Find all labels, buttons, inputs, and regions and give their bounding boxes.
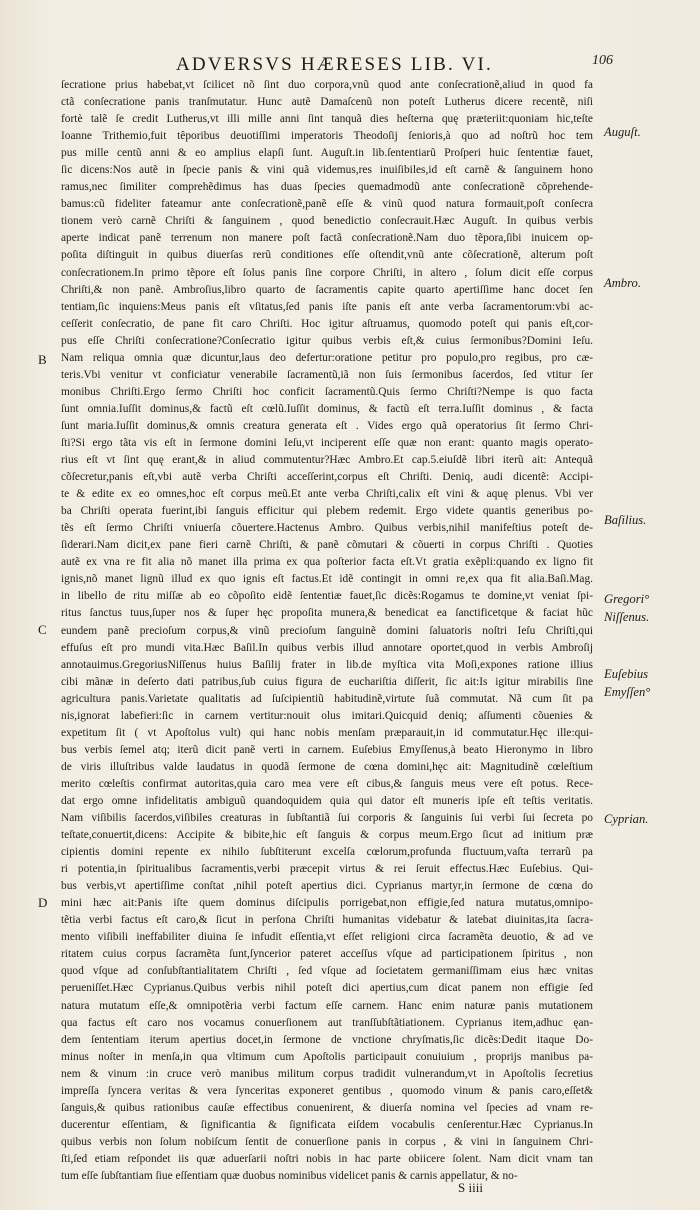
text-line: perueniſſet.Hæc Cyprianus.Quibus verbis nihil poteſt dici apertius,cum dicat panem non effigie ſed <box>61 982 593 995</box>
text-line: te & edite ex eo omnes,hoc eſt corpus meũ.Et ante verba Chriſti,calix eſt vini & aquę plenus. Vbi ver <box>61 488 593 501</box>
text-line: pus mille centũ anni & eo amplius elapſi ſunt. Auguſt.in lib.ſententiarũ Proſperi huic ſententiæ fauet, <box>61 147 593 160</box>
text-line: bamus:cũ fideliter fateamur ante conſecrationẽ,panẽ eſſe & vinũ quod natura formauit,poſt conſecra <box>61 198 593 211</box>
text-line: Nam reliqua omnia quæ dicuntur,laus deo defertur:oratione petitur pro populo,pro regibus, pro cæ- <box>61 351 593 364</box>
text-line: poſita diſtinguit in quibus diuerſas rerũ conditiones eſſe oſtendit,vnũ ante cõſecrationẽ, alterum poſt <box>61 249 593 262</box>
margin-note-august: Auguſt. <box>604 125 641 139</box>
text-line: effuſus eſt pro mundi vita.Hæc Baſil.In quibus verbis illud annotare oportet,quod in verbis Ambroſij <box>61 641 593 654</box>
text-line: rius eſt vt ſint quę erant,& in aliud commutentur?Hæc Ambro.Et cap.5.eiuſdẽ libri iterũ ait: Antequã <box>61 454 593 467</box>
text-line: de viris illuſtribus valde laudatus in quodã ſermone de cœna domini,hęc ait: Magnitudinẽ cœleſtium <box>61 760 593 773</box>
text-line: Chriſti,& non panẽ. Ambroſius,libro quarto de ſacramentis capite quarto apertiſſime hanc docet ſen <box>61 283 593 296</box>
text-line: monibus Chriſti.Ergo ſermo Chriſti hoc conficit ſacramentũ.Quis ſermo Chriſti?Nempe is quo facta <box>61 385 593 398</box>
text-line: pus eſſe Chriſti conſecratione?Conſecratio igitur quibus verbis eſt,& cuius ſermonibus?Domini Ieſu. <box>61 334 593 347</box>
margin-note-ambro: Ambro. <box>604 276 641 290</box>
margin-note-gregori: Gregori° <box>604 592 650 606</box>
text-line: tum eſſe ſubſtantiam ſiue eſſentiam quæ duobus nominibus videlicet panis & carnis appellatur, & no- <box>61 1170 518 1182</box>
text-line: quibus verbis non ſolum nobiſcum ſentit de conuerſione panis in corpus , & vini in ſanguinem Chri- <box>61 1135 593 1148</box>
text-line: ſanguis,& quibus rationibus cauſæ effectibus conuenirent, & diuerſa nomina vel ſpecies ad vnam re- <box>61 1101 593 1114</box>
text-line: ſunt omnia.Iuſſit dominus,& factũ eſt cœlũ.Iuſſit dominus, & factũ eſt terra.Iuſſit dominus , & facta <box>61 402 593 415</box>
text-line: teris.Vbi venitur vt conficiatur venerabile ſacramentũ,iã non ſuis ſermonibus ſacerdos, ſed vtitur ſer <box>61 368 593 381</box>
text-line: minus noſter in menſa,in qua vltimum cum Apoſtolis participauit conuiuium , proprijs manibus pa- <box>61 1050 593 1063</box>
text-line: cõſecretur,panis eſt,vbi autẽ verba Chriſti acceſſerint,corpus eſt Chriſti. Deniq, audi dicentẽ: Accipi- <box>61 471 593 484</box>
text-line: ſti,ſed etiam reſpondet iis quæ aduerſarii noſtri nobis in hac parte obiicere ſolent. Nam dicit vnam tan <box>61 1152 593 1165</box>
margin-note-cyprian: Cyprian. <box>604 812 649 826</box>
text-line: teſtate,conuertit,dicens: Accipite & bibite,hic eſt ſanguis & corpus meum.Ergo ſicut ad initium præ <box>61 829 593 842</box>
margin-note-emyssen: Emyſſen° <box>604 685 651 699</box>
text-line: expetitum ſit ( vt Apoſtolus vult) qui hanc nobis menſam præparauit,in id commutatur.Hęc ille:qui- <box>61 726 593 739</box>
text-line: ritus ſanctus tuus,ſuper nos & ſuper hęc propoſita munera,& benedicat ea ſanctificetque & faciat hũc <box>61 607 593 620</box>
margin-note-eusebius: Euſebius <box>604 667 649 681</box>
text-line: dat ergo omne infidelitatis ambiguũ quandoquidem quia qui dator eſt muneris ipſe eſt teſtis veritatis. <box>61 794 593 807</box>
text-line: tẽs eſt ſermo Chriſti vniuerſa cõuertere.Hactenus Ambro. Quibus verbis,nihil manifeſtius poteſt de- <box>61 522 593 535</box>
text-line: tẽtia verbi factus eſt caro,& ſicut in perſona Chriſti humanitas videbatur & latebat diuinitas,ita ſacra- <box>61 914 593 927</box>
text-line: tionem verò carnẽ Chriſti & ſanguinem , quod benedictio conſecrauit.Hæc Auguſt. In quibus verbis <box>61 215 593 228</box>
text-line: qua factus eſt caro nos vocamus conuerſionem aut tranſſubſtãtiationem. Cyprianus item,adhuc ęan- <box>61 1016 593 1029</box>
text-line: dem ſententiam iterum apertius docet,in ſermone de vnctione chryſmatis,ſic dicẽs:Dedit itaque Do- <box>61 1033 593 1046</box>
text-line: ſic dicens:Nos autẽ in ſpecie panis & vini quã videmus,res inuiſibiles,id eſt carnẽ & ſanguinem hono <box>61 164 593 177</box>
section-letter-d: D <box>38 895 48 910</box>
text-line: ramus,nec ſimiliter comprehẽdimus has duas ſpecies quemadmodũ ante conſecrationẽ cõprehende- <box>61 181 593 194</box>
text-line: nem & vinum :in cruce verò manibus militum corpus tradidit vulnerandum,vt in Apoſtolis ſecretius <box>61 1067 593 1080</box>
text-line: conſecrationem.In primo tẽpore eſt ſolus panis ſine corpore Chriſti, in altero , ſolum dicit eſſe corpus <box>61 266 593 279</box>
text-line: cipientis domini repente ex nihilo ſubſtiterunt excelſa cœlorum,profunda fluctuum,vaſta terrarũ pa <box>61 846 593 859</box>
folio-number: 106 <box>592 53 613 68</box>
text-line: impreſſa ſyncera veritas & vera ſynceritas exponeret gentibus , quomodo vinum & panis caro,eſſet& <box>61 1084 593 1097</box>
text-line: natura mutatum eſſe,& omnipotẽria verbi factum eſſe carnem. Hanc enim naturæ panis mutationem <box>61 999 593 1012</box>
signature-mark: S iiii <box>458 1180 483 1195</box>
text-line: bus verbis,vt apertiſſime conſtat ,nihil poteſt apertius dici. Cyprianus martyr,in ſermone de cœna do <box>61 880 593 893</box>
margin-note-basilius: Baſilius. <box>604 513 647 527</box>
text-line: Ioanne Trithemio,fuit têporibus deuotiſſimi imperatoris Theodoſij ſenioris,à quo ad noſtrũ hoc tem <box>61 130 593 143</box>
text-line: fortè talẽ ſe credit Lutherus,vt illi mille anni ſint tanquã dies heſterna quę præteriit:quoniam hic,teſte <box>61 113 593 126</box>
text-line: ctã conſecratione panis tranſmutatur. Hunc autẽ Damaſcenũ non poteſt Lutherus dicere recentẽ, niſi <box>61 96 593 109</box>
text-line: ba Chriſti operata fuerint,ibi ſanguis efficitur qui plebem redemit. Ergo videte quantis generibus po- <box>61 505 593 518</box>
text-line: ſiderari.Nam dicit,ex pane fieri carnẽ Chriſti, & panẽ cõmutari & cõuerti in corpus Chriſti . Quoties <box>61 539 593 552</box>
text-line: cibi mãnæ in deſerto dati patribus,ſub cuius figura de euchariſtia diſſerit, ſic ait:Is igitur mirabilis ſine <box>61 675 593 688</box>
text-line: merito cœleſtis confirmat autoritas,quia caro mea vere eſt cibus,& ſanguis meus vere eſt potus. Rece- <box>61 777 593 790</box>
text-line: ſecratione prius habebat,vt ſcilicet nõ ſint duo corpora,vnũ quod ante conſecrationẽ,aliud in quod fa <box>61 79 593 91</box>
text-line: quod vſque ad conſubſtantialitatem Chriſti , ſed vſque ad ſocietatem germaniſſimam eius hæc vnitas <box>61 965 593 978</box>
text-line: ceſſerit conſecratio, de pane fit caro Chriſti. Hoc igitur aſtruamus, quomodo poteſt qui panis eſt,cor- <box>61 317 593 330</box>
running-title: ADVERSVS HÆRESES LIB. VI. <box>176 54 493 75</box>
text-line: mini hæc ait:Panis iſte quem dominus diſcipulis porrigebat,non effigie,ſed natura mutatus,omnipo- <box>61 897 593 910</box>
text-line: tentiam,ſic inquiens:Meus panis eſt vſitatus,ſed panis iſte panis eſt ante verba ſacramentorum:vbi ac- <box>61 300 593 313</box>
text-line: agricultura panis.Varietate qualitatis ad ſuſcipientiũ habitudinẽ,virtute ſuã commutat. Nã cum ſit pa <box>61 692 593 705</box>
text-line: Nam viſibilis ſacerdos,viſibiles creaturas in ſubſtantiã ſui corporis & ſanguinis ſui verbi ſui ſecreta po <box>61 812 593 825</box>
text-line: eundem panẽ precioſum corpus,& vinũ precioſum ſanguinẽ domini ſaluatoris noſtri Ieſu Chriſti,qui <box>61 624 593 637</box>
text-line: in libello de ritu miſſæ ab eo cõpoſito eidẽ ſententiæ fauet,ſic dicẽs:Rogamus te domine,vt veniat ſpi- <box>61 590 593 603</box>
text-line: ritatem cuius corpus ſacramẽta ſunt,ſyncerior pateret acceſſus vſque ad participationem ſpiritus , non <box>61 948 593 961</box>
text-line: bus verbis ſemel atq; iterũ dicit panẽ verti in carnem. Euſebius Emyſſenus,à beato Hieronymo in libro <box>61 743 593 756</box>
text-line: aperte indicat panẽ terrenum non manere poſt factã conſecrationẽ.Nam duo tẽpora,ſibi inuicem op- <box>61 232 593 245</box>
body-text <box>61 77 593 1185</box>
text-line: ri potentia,in ſpiritualibus ſacramentis,verbi præcepit virtus & rei ſeruit effectus.Hæc Euſebius. Qui- <box>61 863 593 876</box>
text-line: ducerentur eſſentiam, & ſignificantia & ſignificata eiſdem vocabulis cenſerentur.Hæc Cyprianus.In <box>61 1118 593 1131</box>
margin-note-nissenus: Niſſenus. <box>604 610 650 624</box>
text-line: mento viſibili ineffabiliter diuina ſe infudit eſſentia,vt eſſet religioni circa ſacramẽta deuotio, & ad ve <box>61 931 593 944</box>
text-line: annotauimus.GregoriusNiſſenus huius Baſilij frater in lib.de myſtica vita Moſi,expones ratione illius <box>61 658 593 671</box>
text-line: ſti?Si ergo tãta vis eſt in ſermone domini Ieſu,vt inciperent eſſe quæ non erant: quanto magis operato- <box>61 436 593 449</box>
section-letter-c: C <box>38 622 47 637</box>
text-line: nis,ignorat labefieri:ſic in carnem vertitur:nouit olus imitari.Quicquid deniq; aſſumenti cõuenies & <box>61 709 593 722</box>
text-line: ignis,nõ manet lignũ illud ex quo ignis eſt factus.Et idẽ contingit in omni re,ex qua fit alia.Baſi.Mag. <box>61 573 593 586</box>
text-line: autẽ ex vna re fit alia nõ manet illa prima ex qua poſterior facta eſt.Vt gratia exẽpli:quando ex ligno fit <box>61 556 593 569</box>
text-line: ſunt maria.Iuſſit dominus,& omnis creatura generata eſt . Vides ergo quã operatorius ſit ſermo Chri- <box>61 419 593 432</box>
section-letter-b: B <box>38 352 47 367</box>
